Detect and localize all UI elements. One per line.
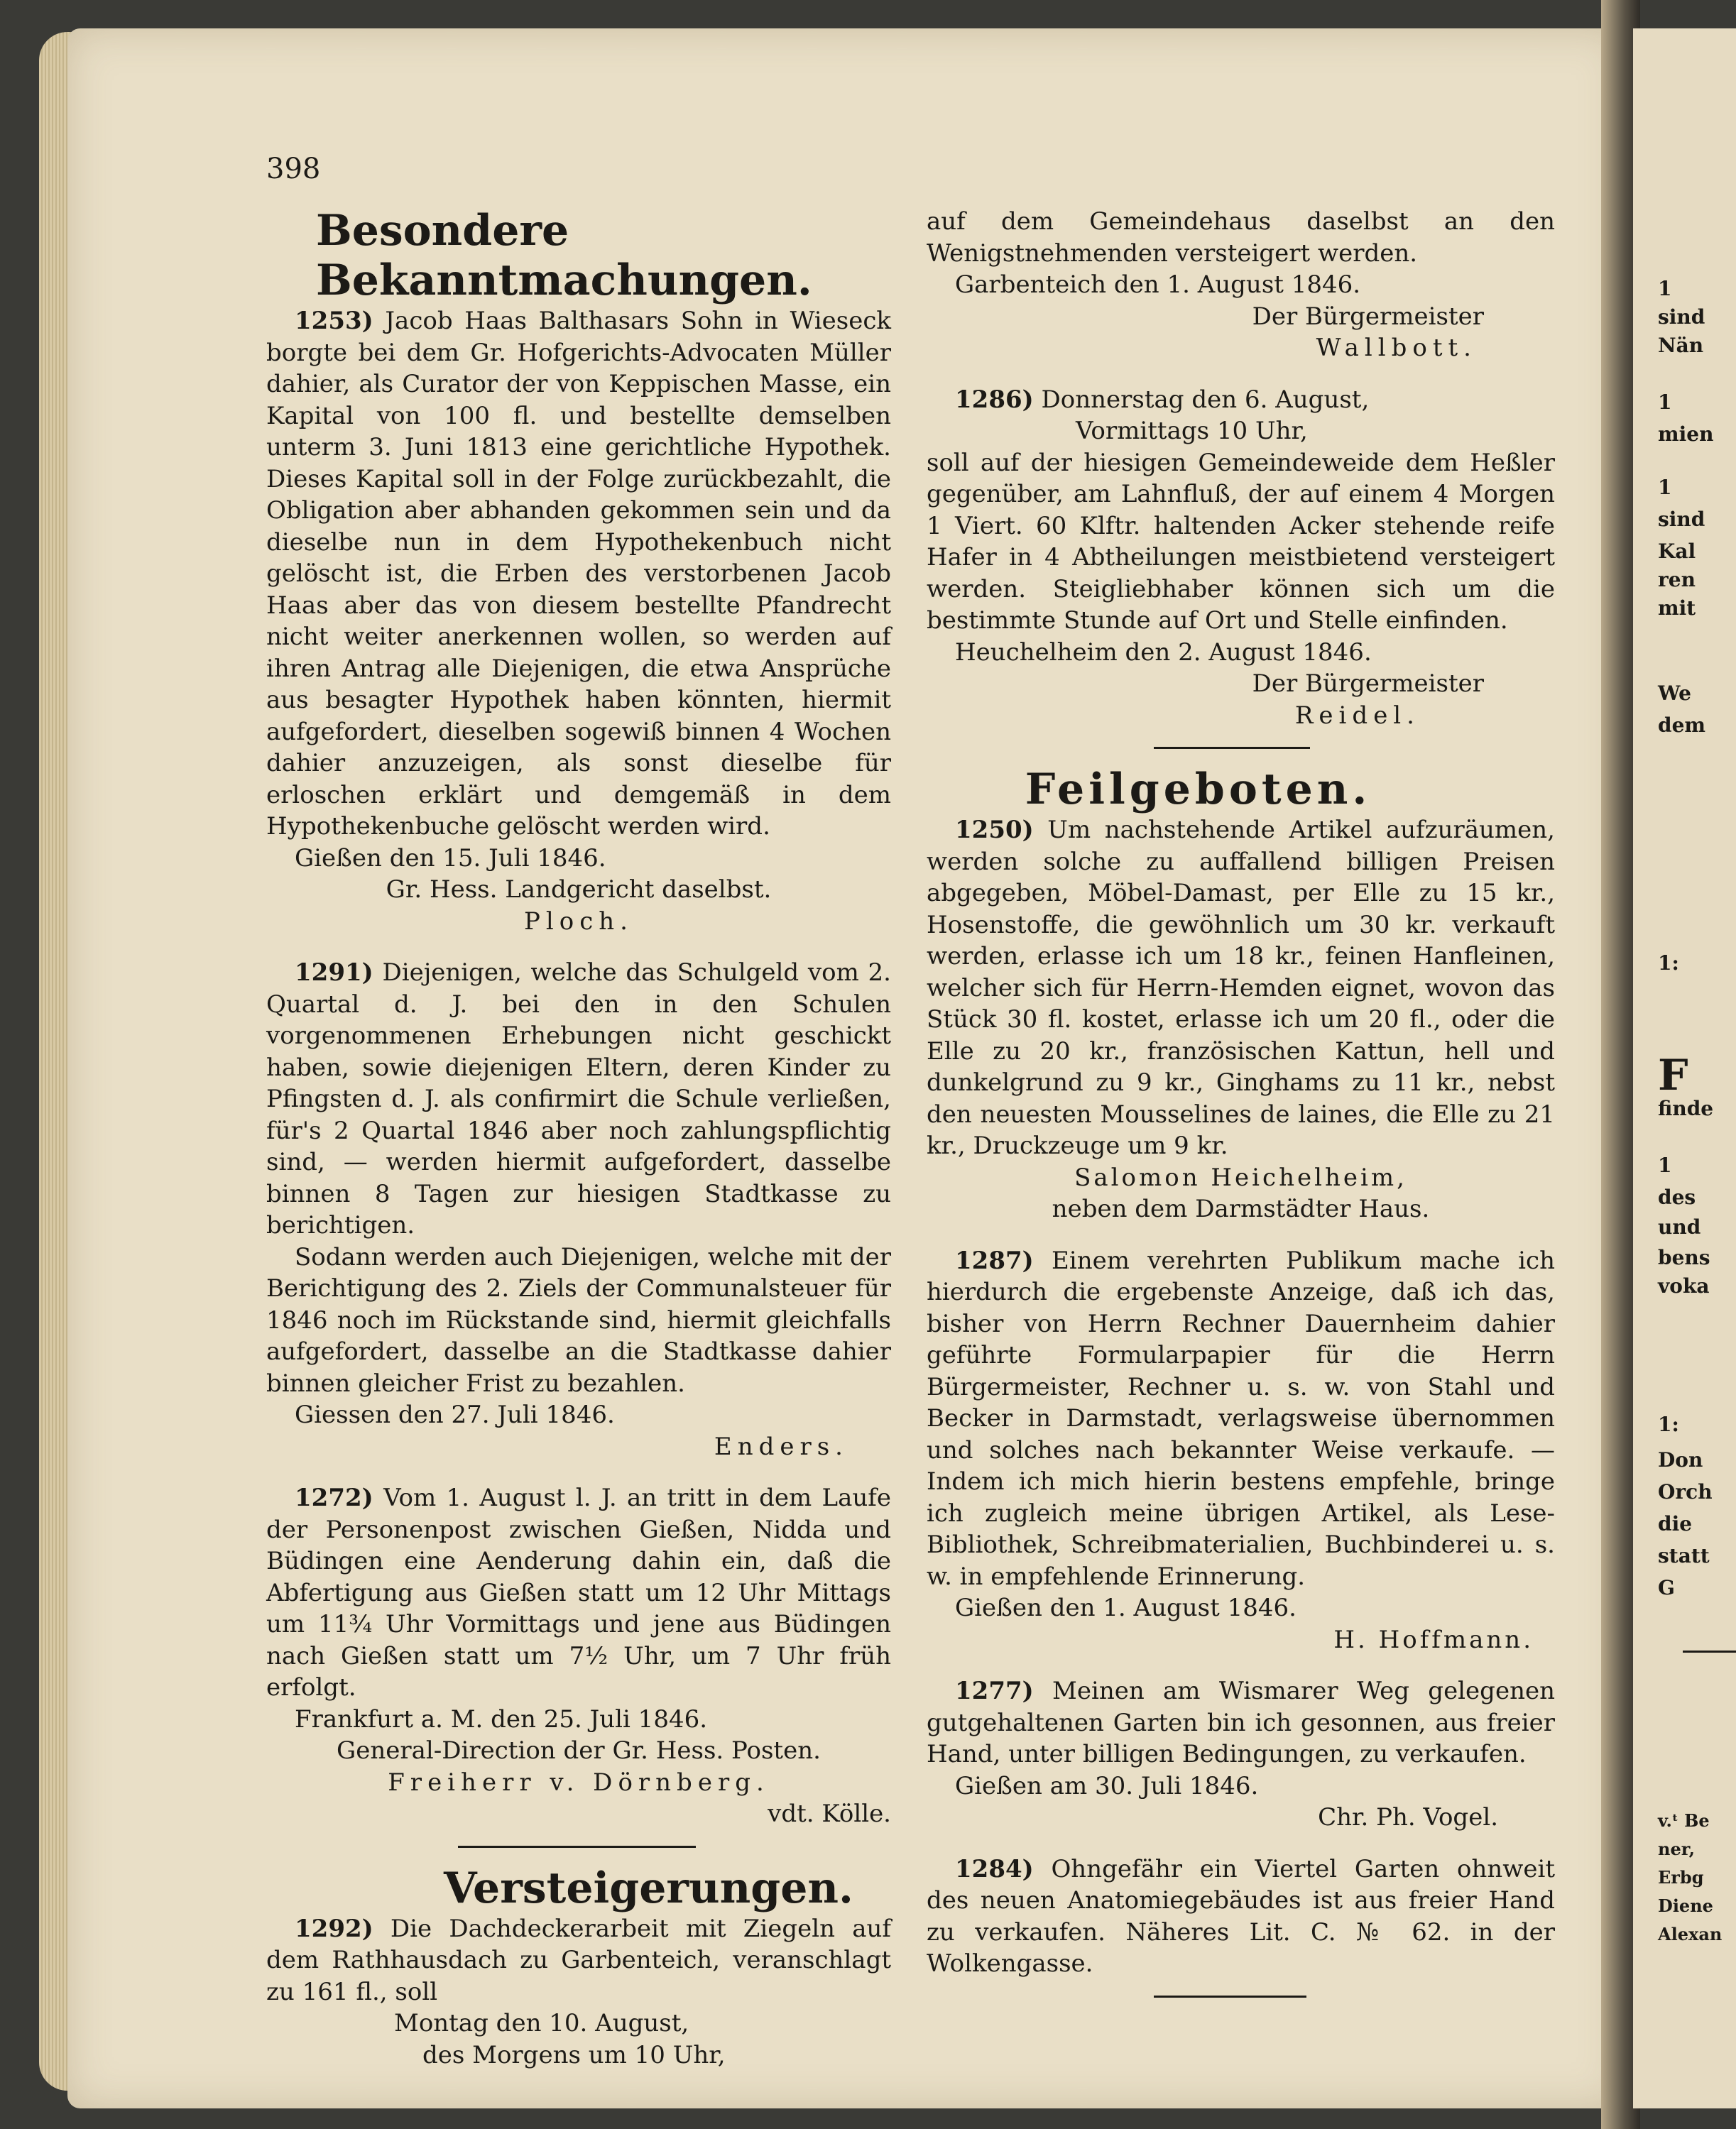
signature: Chr. Ph. Vogel. [1318,1803,1498,1832]
place-date: Garbenteich den 1. August 1846. [955,270,1361,299]
facing-page-fragment: Don [1658,1448,1703,1472]
announcement-text: soll auf der hiesigen Gemeindeweide dem Heßler gegenüber, am Lahnfluß, der auf einem 4 Morgen 1 Viert. 60 Klftr. haltenden Acker stehende reife Hafer in 4 Abtheilungen meistbietend versteigert werden. Steigliebhaber können sich um die bestimmte Stunde auf Ort und Stelle einfinden. [927,448,1555,635]
section-divider [1154,1996,1306,1998]
announcement-number: 1272) [295,1484,373,1512]
right-column [927,206,1555,2013]
facing-page-fragment: mien [1658,422,1714,446]
announcement-text: Um nachstehende Artikel aufzuräumen, werden solche zu auffallend billigen Preisen abgegeben, Möbel-Damast, per Elle zu 15 kr., Hosenstoffe, die gewöhnlich um 30 kr. verkauft werden, erlasse ich um 18 kr., feinen Hanfleinen, welcher sich für Herrn-Hemden eignet, wovon das Stück 30 fl. kostet, erlasse ich um 20 fl., oder die Elle zu 20 kr., französischen Kattun, hell und dunkelgrund zu 9 kr., Ginghams zu 11 kr., nebst den neuesten Mousselines de laines, die Elle zu 21 kr., Druckzeuge um 9 kr. [927,816,1555,1160]
facing-page-fragment: Orch [1658,1480,1713,1504]
facing-page-fragment: sind [1658,508,1705,531]
facing-page-fragment: ren [1658,568,1696,591]
facing-page-fragment: statt [1658,1544,1710,1567]
facing-page-fragment: F [1658,1051,1688,1100]
facing-page-fragment: v.ᵗ Be [1658,1810,1710,1831]
announcement-1250 [927,814,1555,1162]
place-date: Frankfurt a. M. den 25. Juli 1846. [295,1704,708,1734]
place-date: Heuchelheim den 2. August 1846. [955,637,1372,667]
left-column [266,206,891,2071]
auction-date: Montag den 10. August, [394,2009,689,2037]
announcement-1287 [927,1245,1555,1593]
auction-time: Vormittags 10 Uhr, [1076,417,1308,445]
signature: neben dem Darmstädter Haus. [1052,1195,1430,1223]
signature: Gr. Hess. Landgericht daselbst. [386,875,772,904]
section-heading-feilgeboten: Feilgeboten. [1025,765,1372,814]
facing-page-fragment: 1: [1658,1413,1679,1436]
facing-page-fragment: 1 [1658,1154,1672,1177]
announcement-1284 [927,1854,1555,1980]
signature: Freiherr v. Dörnberg. [388,1768,770,1797]
announcement-number: 1253) [295,307,373,335]
announcement-text: Ohngefähr ein Viertel Garten ohnweit des neuen Anatomiegebäudes ist aus freier Hand zu verkaufen. Näheres Lit. C. № 62. in der Wolkengasse. [927,1854,1555,1978]
place-date: Gießen den 1. August 1846. [955,1594,1296,1622]
announcement-1277 [927,1675,1555,1770]
signature: Enders. [714,1432,848,1461]
announcement-text: auf dem Gemeindehaus daselbst an den Wenigstnehmenden versteigert werden. [927,207,1555,268]
announcement-number: 1284) [955,1854,1034,1883]
signature: Reidel. [1294,701,1420,730]
section-divider [1154,747,1310,749]
announcement-1272 [266,1482,891,1704]
facing-page-fragment: ner, [1658,1839,1695,1859]
signature: Wallbott. [1316,334,1477,362]
facing-page-fragment: 1 [1658,390,1672,414]
facing-page-divider [1683,1651,1736,1653]
section-heading-versteigerungen: Versteigerungen. [444,1863,853,1913]
announcement-1253 [266,305,891,843]
facing-page-fragment: Erbg [1658,1867,1704,1888]
signature: General-Direction der Gr. Hess. Posten. [337,1736,821,1765]
announcement-number: 1287) [955,1246,1034,1275]
facing-page-fragment: 1 [1658,277,1672,300]
signature: vdt. Kölle. [768,1800,891,1828]
signature: Ploch. [524,907,633,936]
announcement-number: 1291) [295,958,373,987]
facing-page-fragment: voka [1658,1274,1710,1298]
announcement-text: Vom 1. August l. J. an tritt in dem Laufe der Personenpost zwischen Gießen, Nidda und Büdingen eine Aenderung dahin ein, daß die Abfertigung aus Gießen statt um 12 Uhr Mittags um 11¾ Uhr Vormittags und jene aus Büdingen nach Gießen statt um 7½ Uhr, um 7 Uhr früh erfolgt. [266,1484,892,1702]
facing-page-fragment: und [1658,1215,1701,1239]
facing-page-fragment: des [1658,1186,1696,1209]
section-heading-besondere: Besondere Bekanntmachungen. [316,206,812,305]
announcement-text: Meinen am Wismarer Weg gelegenen gutgehaltenen Garten bin ich gesonnen, aus freier Hand, unter billigen Bedingungen, zu verkaufen. [927,1677,1555,1768]
facing-page-fragment: Nän [1658,334,1704,357]
facing-page-fragment: Kal [1658,540,1696,563]
facing-page-fragment: Diene [1658,1895,1713,1916]
signature: Der Bürgermeister [1252,302,1484,331]
announcement-text: Jacob Haas Balthasars Sohn in Wieseck borgte bei dem Gr. Hofgerichts-Advocaten Müller dahier, als Curator der von Keppischen Masse, ein Kapital von 100 fl. und bestellte demselben unterm 3. Juni 1813 eine gerichtliche Hypothek. Dieses Kapital soll in der Folge zurückbezahlt, die Obligation aber abhanden gekommen sein und da dieselbe nun in dem Hypothekenbuch nicht gelöscht ist, die Erben des verstorbenen Jacob Haas aber das von diesem bestellte Pfandrecht nicht weiter anerkennen wollen, so werden auf ihren Antrag alle Diejenigen, die etwa Ansprüche aus besagter Hypothek haben könnten, hiermit aufgefordert, dieselben sogewiß binnen 4 Wochen dahier anzuzeigen, als sonst dieselbe für erloschen erklärt und demgemäß in dem Hypothekenbuche gelöscht werden wird. [266,307,891,841]
facing-page-fragment: sind [1658,305,1705,329]
auction-time: des Morgens um 10 Uhr, [422,2040,726,2069]
facing-page-fragment: bens [1658,1246,1710,1269]
signature: Salomon Heichelheim, [1074,1163,1407,1192]
announcement-number: 1286) [955,385,1034,414]
facing-page-fragment: finde [1658,1097,1714,1120]
section-divider [458,1846,696,1848]
signature: Der Bürgermeister [1252,669,1484,698]
facing-page-fragment: mit [1658,596,1696,620]
facing-page-fragment: 1 [1658,476,1672,499]
page-number: 398 [266,153,321,185]
place-date: Gießen am 30. Juli 1846. [955,1771,1259,1800]
auction-date: Donnerstag den 6. August, [1041,385,1370,414]
announcement-text: Einem verehrten Publikum mache ich hierdurch die ergebenste Anzeige, daß ich das, bisher von Herrn Rechner Dauernheim dahier geführte Formularpapier für die Herrn Bürgermeister, Rechner u. s. w. von Stahl und Becker in Darmstadt, verlagsweise übernommen und solches nach bekannter Weise verkaufe. — Indem ich mich hierin bestens empfehle, bringe ich zugleich meine übrigen Artikel, als Lese-Bibliothek, Schreibmaterialien, Buchbinderei u. s. w. in empfehlende Erinnerung. [927,1246,1555,1591]
announcement-text: Diejenigen, welche das Schulgeld vom 2. Quartal d. J. bei den in den Schulen vorgenommenen Erhebungen nicht geschickt haben, sowie diejenigen Eltern, deren Kinder zu Pfingsten d. J. als confirmirt die Schule verließen, für's 2 Quartal 1846 aber noch zahlungspflichtig sind, — werden hiermit aufgefordert, dasselbe binnen 8 Tagen zur hiesigen Stadtkasse zu berichtigen. [266,958,891,1239]
announcement-number: 1292) [295,1914,373,1943]
place-date: Giessen den 27. Juli 1846. [295,1401,615,1429]
announcement-text: Sodann werden auch Diejenigen, welche mit der Berichtigung des 2. Ziels der Communalsteuer für 1846 noch im Rückstande sind, hiermit gleichfalls aufgefordert, dasselbe an die Stadtkasse dahier binnen gleicher Frist zu bezahlen. [266,1242,891,1398]
facing-page-fragment: We [1658,682,1691,705]
facing-page-fragment: 1: [1658,951,1679,975]
announcement-number: 1277) [955,1677,1034,1705]
announcement-text: Die Dachdeckerarbeit mit Ziegeln auf dem Rathhausdach zu Garbenteich, veranschlagt zu 161 fl., soll [266,1914,891,2006]
signature: H. Hoffmann. [1333,1625,1534,1654]
facing-page-fragment: dem [1658,713,1706,737]
facing-page-fragment: G [1658,1576,1675,1599]
announcement-1291 [266,957,891,1242]
announcement-1286 [927,384,1555,416]
announcement-1292 [266,1913,891,2008]
announcement-number: 1250) [955,816,1034,844]
facing-page-fragment: die [1658,1512,1693,1536]
facing-page-fragment: Alexan [1658,1924,1723,1944]
place-date: Gießen den 15. Juli 1846. [295,843,606,872]
